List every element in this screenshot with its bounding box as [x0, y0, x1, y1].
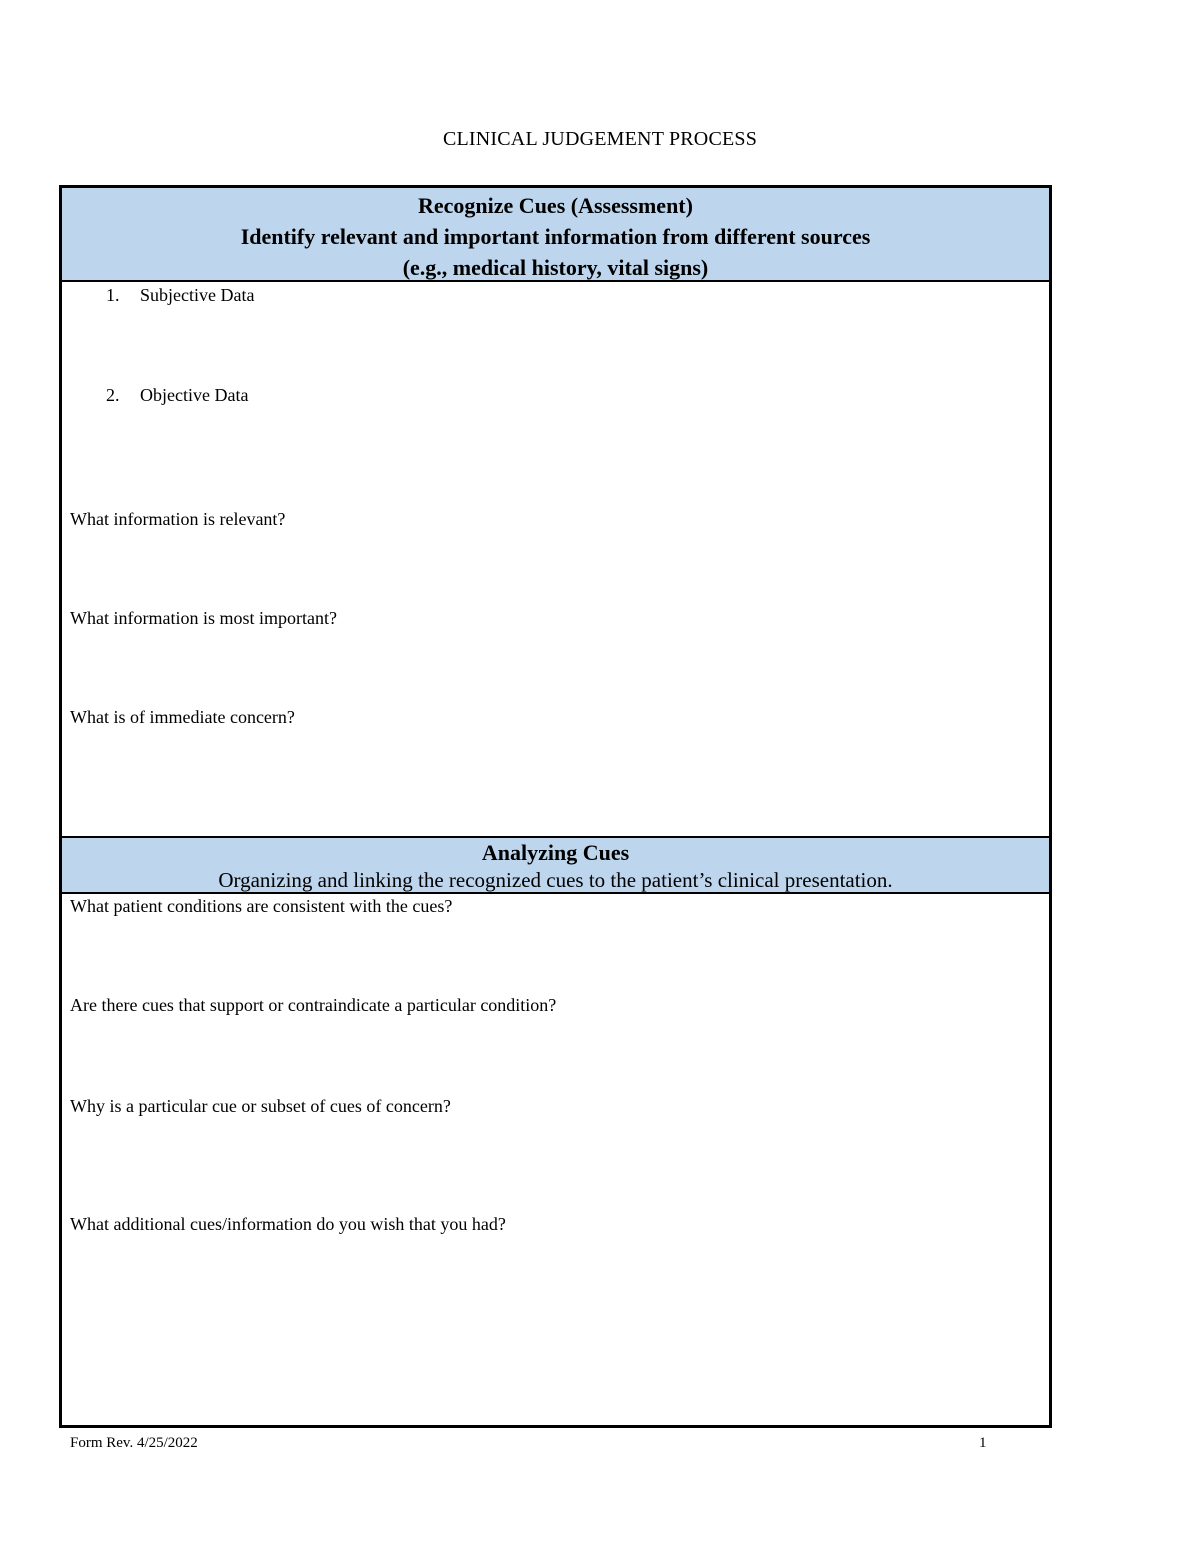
document-title: CLINICAL JUDGEMENT PROCESS	[442, 128, 758, 150]
recognize-cues-subheading-line2: (e.g., medical history, vital signs)	[402, 255, 709, 280]
question-consistent-conditions: What patient conditions are consistent with the cues?	[70, 896, 453, 916]
list-number: 1.	[106, 285, 120, 305]
list-item-objective-data	[106, 384, 248, 406]
list-label: Subjective Data	[140, 285, 255, 305]
recognize-cues-header	[62, 188, 1049, 282]
recognize-cues-heading: Recognize Cues (Assessment)	[418, 193, 693, 218]
question-support-contraindicate: Are there cues that support or contraindicate a particular condition?	[70, 995, 557, 1015]
list-number: 2.	[106, 385, 120, 405]
list-label: Objective Data	[140, 385, 249, 405]
recognize-cues-subheading-line1: Identify relevant and important information from different sources	[240, 224, 871, 249]
page-number: 1	[979, 1435, 987, 1451]
clinical-judgement-form	[59, 185, 1052, 1428]
question-immediate-concern: What is of immediate concern?	[70, 707, 295, 727]
list-item-subjective-data	[106, 284, 254, 306]
analyzing-cues-heading: Analyzing Cues	[481, 840, 630, 865]
question-most-important: What information is most important?	[70, 608, 337, 628]
question-cue-of-concern: Why is a particular cue or subset of cues of concern?	[70, 1096, 451, 1116]
analyzing-cues-subheading: Organizing and linking the recognized cues to the patient’s clinical presentation.	[218, 868, 893, 892]
form-revision: Form Rev. 4/25/2022	[70, 1435, 198, 1451]
analyzing-cues-header	[62, 836, 1049, 894]
question-additional-cues: What additional cues/information do you wish that you had?	[70, 1214, 506, 1234]
question-relevant-info: What information is relevant?	[70, 509, 286, 529]
